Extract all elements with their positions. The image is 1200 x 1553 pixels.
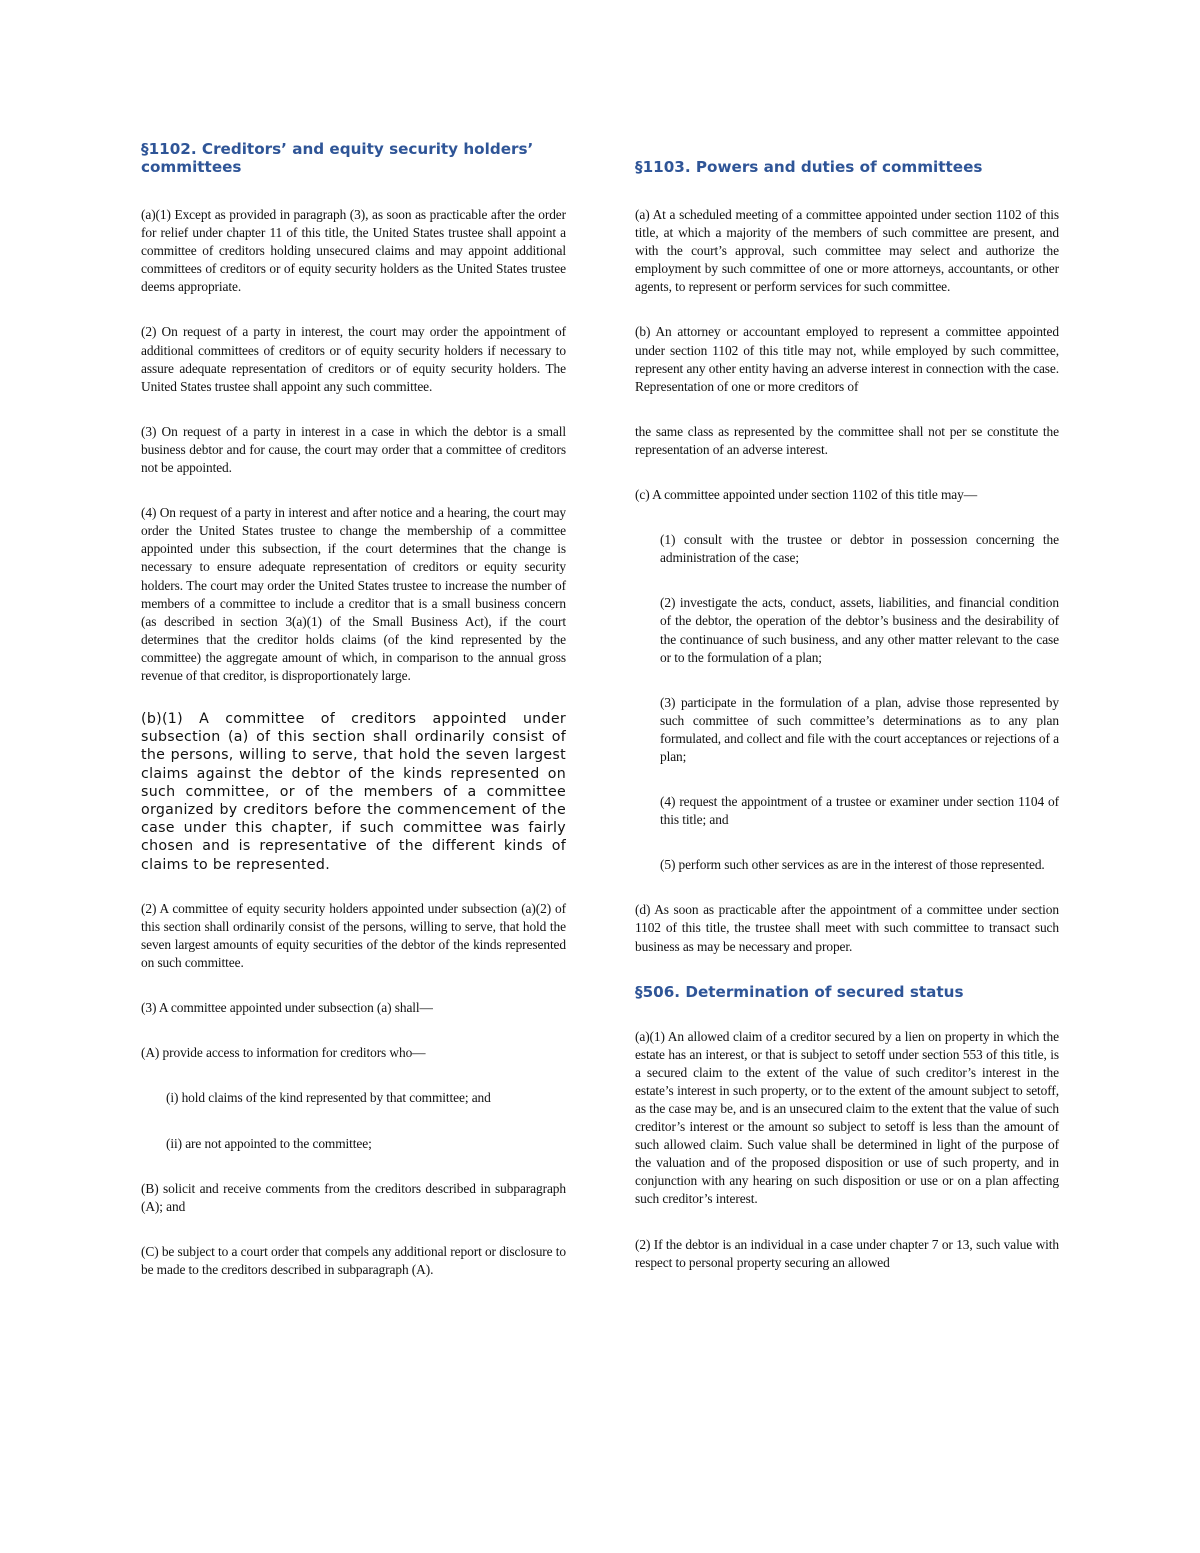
section-1102-a2: (2) On request of a party in interest, the court may order the appointment of additional committees of creditors or of equity security holders if necessary to assure adequate representation of creditors or of equity security holders. The United States trustee shall appoint any such committee. bbox=[141, 324, 566, 394]
section-1102-b1: (b)(1) A committee of creditors appointed under subsection (a) of this section shall ordinarily consist of the persons, willing to serve, that hold the seven largest claims against the debtor of the kinds represented on such committee, or of the members of a committee organized by creditors before the commencement of the case under this chapter, if such committee was fairly chosen and is representative of the different kinds of claims to be represented. bbox=[141, 711, 566, 873]
section-1102-a4: (4) On request of a party in interest and after notice and a hearing, the court may order the United States trustee to change the membership of a committee appointed under this subsection, if the court determines that the change is necessary to ensure adequate representation of creditors or equity security holders. The court may order the United States trustee to increase the number of members of a committee to include a creditor that is a small business concern (as described in section 3(a)(1) of the Small Business Act), if the court determines that the creditor holds claims (of the kind represented by the committee) the aggregate amount of which, in comparison to the annual gross revenue of that creditor, is disproportionately large. bbox=[141, 505, 566, 683]
section-1102-heading: §1102. Creditors’ and equity security holders’ committees bbox=[141, 140, 534, 176]
section-1103-c4: (4) request the appointment of a trustee or examiner under section 1104 of this title; and bbox=[660, 794, 1059, 828]
section-1103-b-part2: the same class as represented by the committee shall not per se constitute the representation of an adverse interest. bbox=[635, 423, 1059, 457]
section-1102-b2: (2) A committee of equity security holders appointed under subsection (a)(2) of this section shall ordinarily consist of the persons, willing to serve, that hold the seven largest amounts of equity securities of the debtor of the kinds represented on such committee. bbox=[141, 900, 566, 971]
section-1102-b3-A-ii: (ii) are not appointed to the committee; bbox=[166, 1135, 372, 1151]
section-1103-c5: (5) perform such other services as are in the interest of those represented. bbox=[660, 857, 1045, 873]
section-1102-b3-A-i: (i) hold claims of the kind represented by that committee; and bbox=[166, 1090, 491, 1106]
section-1103-d: (d) As soon as practicable after the appointment of a committee under section 1102 of this title, the trustee shall meet with such committee to transact such business as may be necessary and proper. bbox=[635, 902, 1059, 954]
right-column bbox=[635, 140, 1059, 1272]
section-506-heading: §506. Determination of secured status bbox=[635, 982, 964, 1001]
section-1103-b-part1: (b) An attorney or accountant employed to represent a committee appointed under section 1102 of this title may not, while employed by such committee, represent any other entity having an adverse interest in connection with the case. Representation of one or more creditors of bbox=[635, 324, 1059, 394]
section-1102-b3-A: (A) provide access to information for creditors who— bbox=[141, 1045, 426, 1061]
section-1102-b3: (3) A committee appointed under subsection (a) shall— bbox=[141, 1000, 433, 1016]
left-column bbox=[141, 140, 566, 1279]
section-506-a1: (a)(1) An allowed claim of a creditor secured by a lien on property in which the estate has an interest, or that is subject to setoff under section 553 of this title, is a secured claim to the extent of the value of such creditor’s interest in the estate’s interest in such property, or to the extent of the amount subject to setoff, as the case may be, and is an unsecured claim to the extent that the value of such creditor’s interest or the amount so subject to setoff is less than the amount of such allowed claim. Such value shall be determined in light of the purpose of the valuation and of the proposed disposition or use of such property, and in conjunction with any hearing on such disposition or use or on a plan affecting such creditor’s interest. bbox=[635, 1028, 1059, 1207]
section-1102-b3-C: (C) be subject to a court order that compels any additional report or disclosure to be made to the creditors described in subparagraph (A). bbox=[141, 1243, 566, 1277]
section-1102-b3-B: (B) solicit and receive comments from the creditors described in subparagraph (A); and bbox=[141, 1180, 566, 1214]
section-1102-a3: (3) On request of a party in interest in a case in which the debtor is a small business debtor and for cause, the court may order that a committee of creditors not be appointed. bbox=[141, 423, 566, 476]
section-1103-c2: (2) investigate the acts, conduct, assets, liabilities, and financial condition of the debtor, the operation of the debtor’s business and the desirability of the continuance of such business, and any other matter relevant to the case or to the formulation of a plan; bbox=[660, 595, 1059, 665]
section-1103-c1: (1) consult with the trustee or debtor in possession concerning the administration of the case; bbox=[660, 532, 1059, 566]
section-1103-c: (c) A committee appointed under section 1102 of this title may— bbox=[635, 487, 978, 503]
section-506-a2: (2) If the debtor is an individual in a case under chapter 7 or 13, such value with respect to personal property securing an allowed bbox=[635, 1236, 1059, 1270]
section-1103-heading: §1103. Powers and duties of committees bbox=[635, 158, 983, 176]
section-1103-a: (a) At a scheduled meeting of a committee appointed under section 1102 of this title, at which a majority of the members of such committee are present, and with the court’s approval, such committee may select and authorize the employment by such committee of one or more attorneys, accountants, or other agents, to represent or perform services for such committee. bbox=[635, 207, 1059, 295]
section-1103-c3: (3) participate in the formulation of a plan, advise those represented by such committee of such committee’s determinations as to any plan formulated, and collect and file with the court acceptances or rejections of a plan; bbox=[660, 694, 1059, 764]
section-1102-a1: (a)(1) Except as provided in paragraph (3), as soon as practicable after the order for relief under chapter 11 of this title, the United States trustee shall appoint a committee of creditors holding unsecured claims and may appoint additional committees of creditors or of equity security holders as the United States trustee deems appropriate. bbox=[141, 207, 566, 295]
